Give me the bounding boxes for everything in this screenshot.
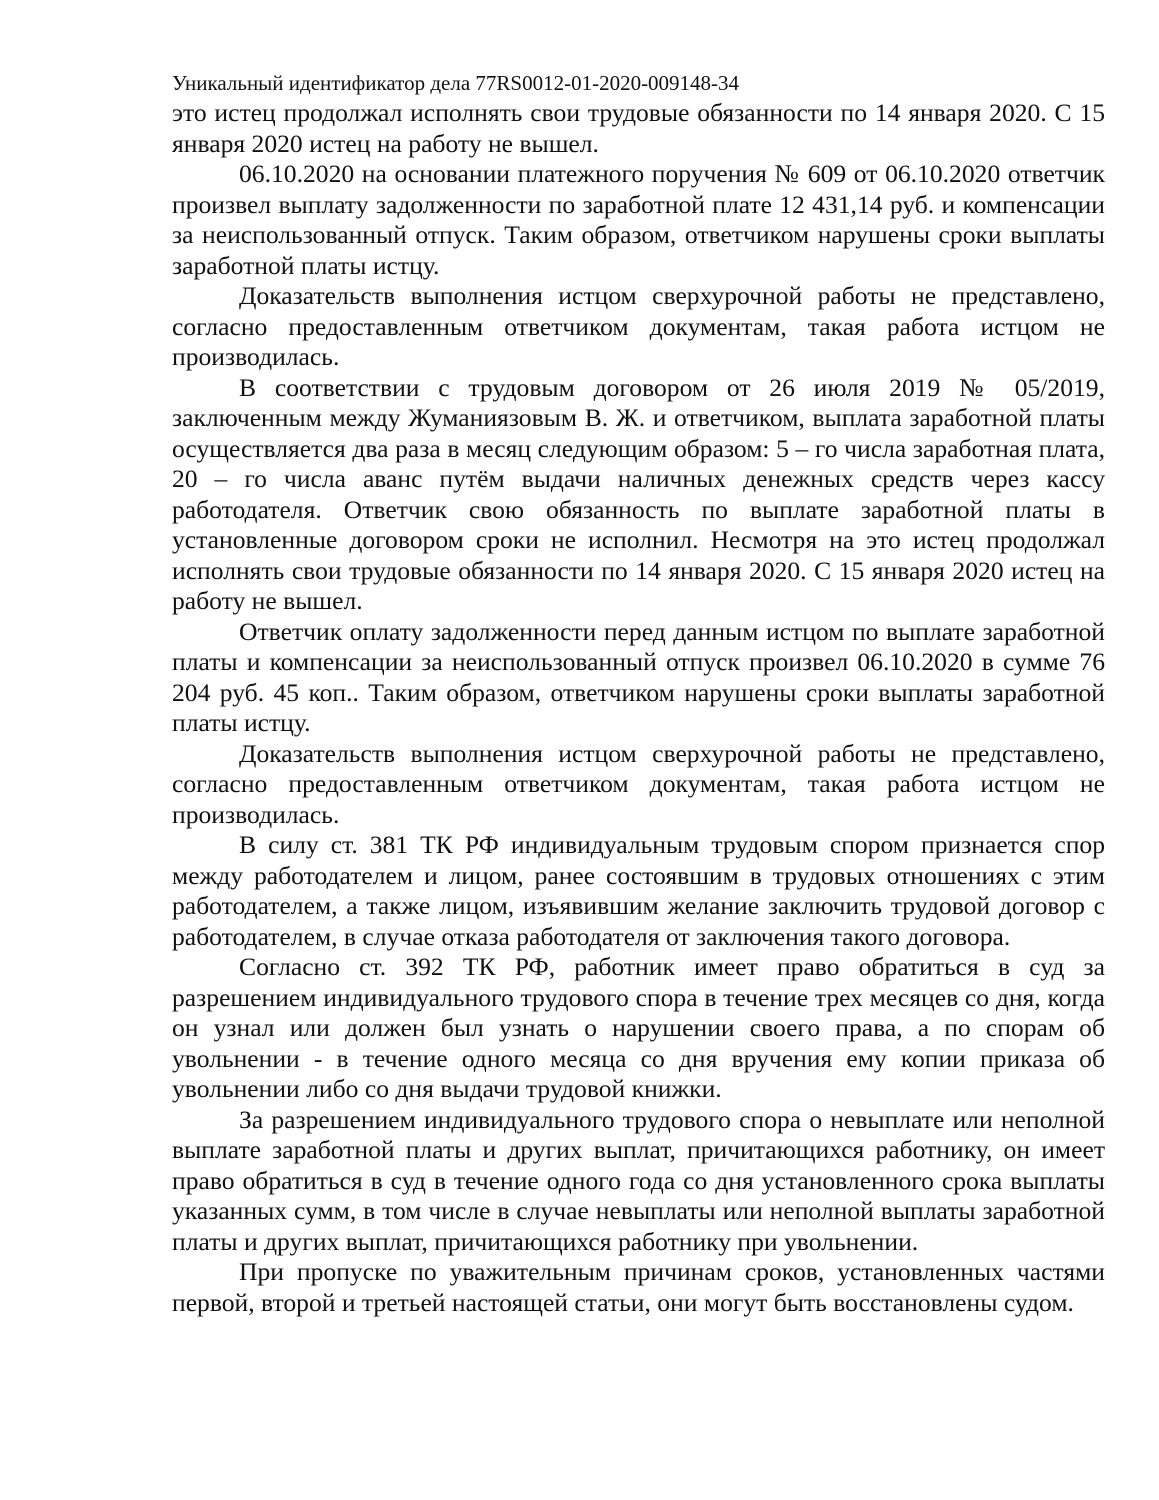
paragraph-5: Ответчик оплату задолженности перед данным истцом по выплате заработной платы и компенсации за неиспользованный отпуск произвел 06.10.2020 в сумме 76 204 руб. 45 коп.. Таким образом, ответчиком нарушены сроки выплаты заработной платы истцу. <box>172 616 1105 737</box>
paragraph-2: 06.10.2020 на основании платежного поручения № 609 от 06.10.2020 ответчик произвел выплату задолженности по заработной плате 12 431,14 руб. и компенсации за неиспользованный отпуск. Таким образом, ответчиком нарушены сроки выплаты заработной платы истцу. <box>172 159 1105 280</box>
paragraph-6: Доказательств выполнения истцом сверхурочной работы не представлено, согласно предоставленным ответчиком документам, такая работа истцом не производилась. <box>172 738 1105 829</box>
paragraph-1: это истец продолжал исполнять свои трудовые обязанности по 14 января 2020. С 15 января 2020 истец на работу не вышел. <box>172 98 1105 158</box>
case-identifier: Уникальный идентификатор дела 77RS0012-01-2020-009148-34 <box>172 71 740 95</box>
paragraph-4: В соответствии с трудовым договором от 26 июля 2019 № 05/2019, заключенным между Жуманиязовым В. Ж. и ответчиком, выплата заработной платы осуществляется два раза в месяц следующим образом: 5 – го числа заработная плата, 20 – го числа аванс путём выдачи наличных денежных средств через кассу работодателя. Ответчик свою обязанность по выплате заработной платы в установленные договором сроки не исполнил. Несмотря на это истец продолжал исполнять свои трудовые обязанности по 14 января 2020. С 15 января 2020 истец на работу не вышел. <box>172 372 1105 615</box>
paragraph-9: За разрешением индивидуального трудового спора о невыплате или неполной выплате заработной платы и других выплат, причитающихся работнику, он имеет право обратиться в суд в течение одного года со дня установленного срока выплаты указанных сумм, в том числе в случае невыплаты или неполной выплаты заработной платы и других выплат, причитающихся работнику при увольнении. <box>172 1104 1105 1256</box>
paragraph-10: При пропуске по уважительным причинам сроков, установленных частями первой, второй и третьей настоящей статьи, они могут быть восстановлены судом. <box>172 1257 1105 1317</box>
paragraph-3: Доказательств выполнения истцом сверхурочной работы не представлено, согласно предоставленным ответчиком документам, такая работа истцом не производилась. <box>172 281 1105 371</box>
paragraph-7: В силу ст. 381 ТК РФ индивидуальным трудовым спором признается спор между работодателем и лицом, ранее состоявшим в трудовых отношениях с этим работодателем, а также лицом, изъявившим желание заключить трудовой договор с работодателем, в случае отказа работодателя от заключения такого договора. <box>172 830 1105 951</box>
paragraph-8: Согласно ст. 392 ТК РФ, работник имеет право обратиться в суд за разрешением индивидуального трудового спора в течение трех месяцев со дня, когда он узнал или должен был узнать о нарушении своего права, а по спорам об увольнении - в течение одного месяца со дня вручения ему копии приказа об увольнении либо со дня выдачи трудовой книжки. <box>172 952 1105 1103</box>
document-page <box>172 68 1105 1318</box>
